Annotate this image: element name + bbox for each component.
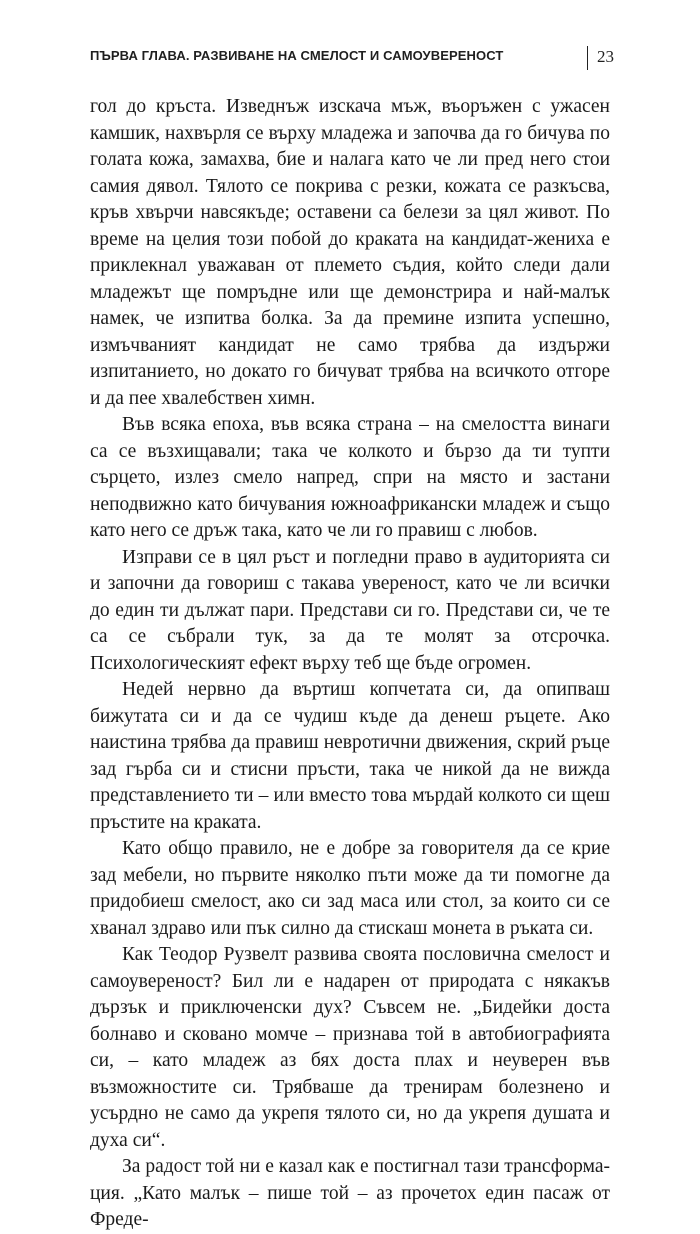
- running-header: [90, 44, 614, 72]
- paragraph: Като общо правило, не е добре за говорителя да се крие зад мебели, но първите няколко пъти може да ти помогне да придобиеш смелост, ако си зад маса или стол, за които си се хванал здраво или пък силно да стискаш монета в ръката си.: [90, 838, 610, 939]
- paragraph: Недей нервно да въртиш копчетата си, да опипваш бижутата си и да се чудиш къде да денеш ръцете. Ако наистина трябва да правиш невротични движения, скрий ръце зад гърба си и стисни пръсти, така че никой да не вижда представлението ти – или вместо това мърдай колкото си щеш пръстите на краката.: [90, 679, 610, 833]
- paragraph: Как Теодор Рузвелт развива своята пословична смелост и самоувереност? Бил ли е надарен от природата с някакъв дързък и приключенски дух? Съвсем не. „Бидейки доста болнаво и сковано момче – признава той в автобиографията си, – като младеж аз бях доста плах и неуверен във възможностите си. Трябваше да тренирам болезнено и усърдно не само да укрепя тялото си, но да укрепя душата и духа си“.: [90, 944, 610, 1151]
- paragraph: Изправи се в цял ръст и погледни право в аудиторията си и започни да говориш с такава увереност, като че ли всички до един ти дължат пари. Представи си го. Представи си, че те са се събрали тук, за да те молят за отсрочка. Психологическият ефект върху теб ще бъде огромен.: [90, 546, 610, 674]
- page-number: 23: [597, 47, 614, 66]
- paragraph-continued: гол до кръста. Изведнъж изскача мъж, въоръжен с ужасен камшик, нахвърля се върху младежа и започва да го бичува по голата кожа, замахва, бие и налага като че ли пред него стои самия дявол. Тялото се покрива с резки, кожата се разкъсва, кръв хвърчи навсякъде; оставени са белези за цял живот. По време на целия този побой до краката на кандидат-жениха е приклекнал уважаван от племето съдия, който следи дали младежът ще помръдне или ще демонстрира и най-малък намек, че изпитва болка. За да премине изпита успешно, измъчваният кандидат не само трябва да издържи изпитанието, но докато го бичуват трябва на всичкото отгоре и да пее хвалебствен химн.: [90, 96, 610, 409]
- paragraph: Във всяка епоха, във всяка страна – на смелостта винаги са се възхищавали; така че колкото и бързо да ти тупти сърцето, излез смело напред, спри на място и застани неподвижно като бичувания южноафрикански младеж и също като него се дръж така, като че ли го правиш с любов.: [90, 414, 610, 541]
- chapter-title: ПЪРВА ГЛАВА. РАЗВИВАНЕ НА СМЕЛОСТ И САМОУВЕРЕНОСТ: [90, 48, 504, 63]
- header-divider: [587, 46, 588, 70]
- paragraph-last: За радост той ни е казал как е постигнал тази трансформация. „Като малък – пише той – аз прочетох един пасаж от Фреде-: [90, 1156, 610, 1230]
- body-text: [90, 94, 610, 1234]
